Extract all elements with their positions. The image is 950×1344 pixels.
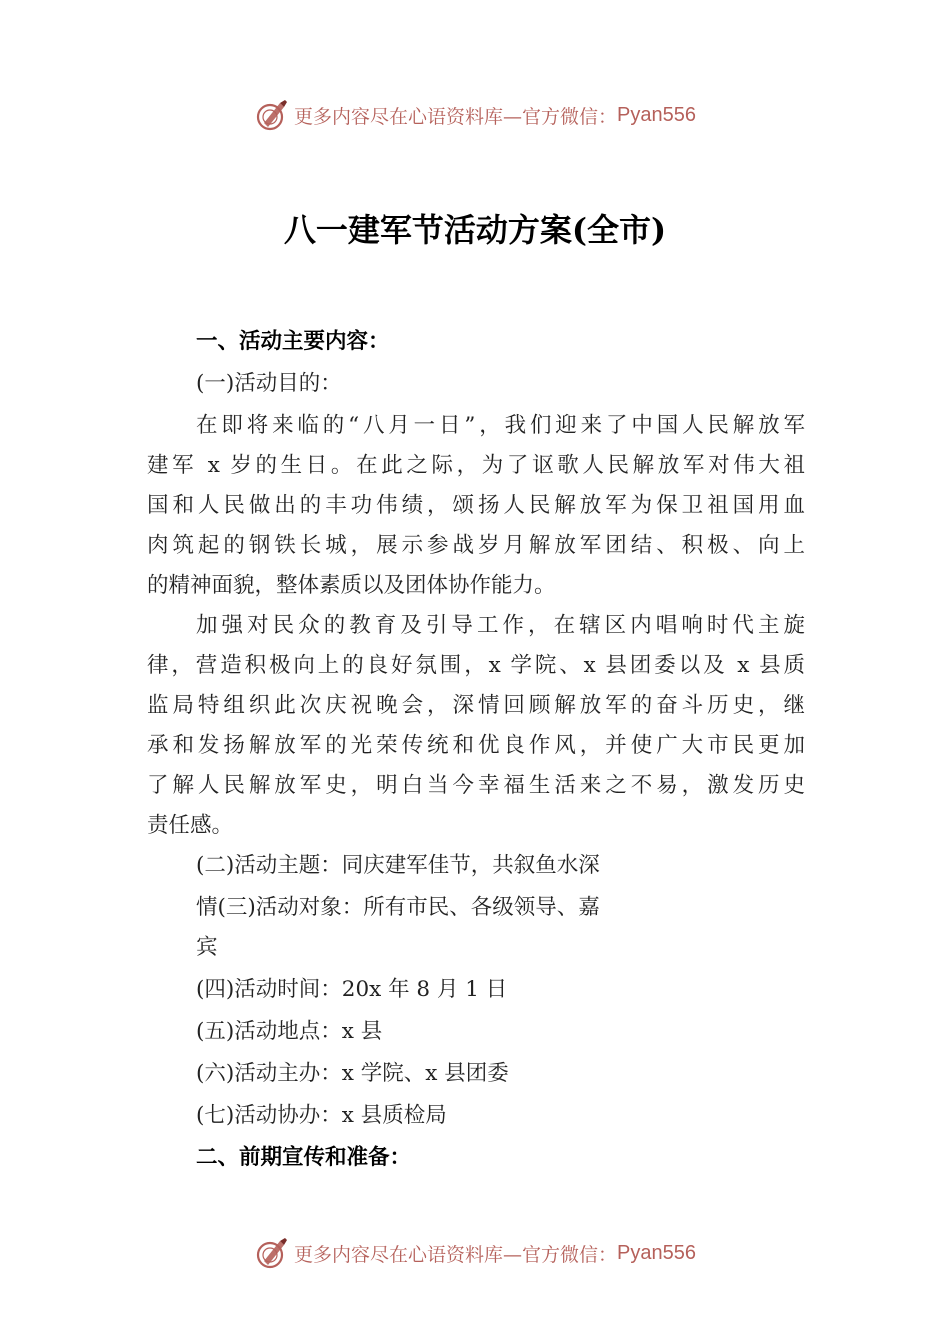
paragraph-line: 的精神面貌，整体素质以及团体协作能力。 [147,573,556,598]
subsection-audience: 情(三)活动对象：所有市民、各级领导、嘉 [196,895,600,920]
paragraph-line: 在即将来临的“八月一日”，我们迎来了中国人民解放军 [196,413,805,438]
watermark-wechat-id: Pyan556 [617,1241,696,1264]
subsection-theme: (二)活动主题：同庆建军佳节，共叙鱼水深 [196,853,600,878]
section-heading-2: 二、前期宣传和准备： [196,1145,412,1170]
subsection-audience-cont: 宾 [196,935,218,960]
subsection-organizer: (六)活动主办：x 学院、x 县团委 [196,1061,509,1086]
paragraph-line: 加强对民众的教育及引导工作，在辖区内唱响时代主旋 [196,613,805,638]
subsection-time: (四)活动时间：20x 年 8 月 1 日 [196,977,508,1002]
paragraph-line: 承和发扬解放军的光荣传统和优良作风，并使广大市民更加 [147,733,805,758]
watermark-wechat-id: Pyan556 [617,103,696,126]
section-heading-1: 一、活动主要内容： [196,329,390,354]
subsection-location: (五)活动地点：x 县 [196,1019,383,1044]
pen-nib-logo-icon [254,1235,290,1271]
footer-watermark [0,1233,950,1273]
paragraph-line: 责任感。 [147,813,234,838]
paragraph-line: 监局特组织此次庆祝晚会，深情回顾解放军的奋斗历史，继 [147,693,805,718]
pen-nib-logo-icon [254,97,290,133]
paragraph-line: 建军 x 岁的生日。在此之际，为了讴歌人民解放军对伟大祖 [147,453,805,478]
paragraph-line: 肉筑起的钢铁长城，展示参战岁月解放军团结、积极、向上 [147,533,805,558]
watermark-text: 更多内容尽在心语资料库—官方微信： [294,105,618,128]
subsection-purpose: (一)活动目的： [196,371,342,396]
paragraph-line: 国和人民做出的丰功伟绩，颂扬人民解放军为保卫祖国用血 [147,493,805,518]
paragraph-line: 律，营造积极向上的良好氛围，x 学院、x 县团委以及 x 县质 [147,653,805,678]
paragraph-line: 了解人民解放军史，明白当今幸福生活来之不易，激发历史 [147,773,805,798]
header-watermark [0,95,950,135]
watermark-text: 更多内容尽在心语资料库—官方微信： [294,1243,618,1266]
document-body [147,322,805,1178]
subsection-co-organizer: (七)活动协办：x 县质检局 [196,1103,447,1128]
document-title: 八一建军节活动方案(全市) [283,211,667,249]
